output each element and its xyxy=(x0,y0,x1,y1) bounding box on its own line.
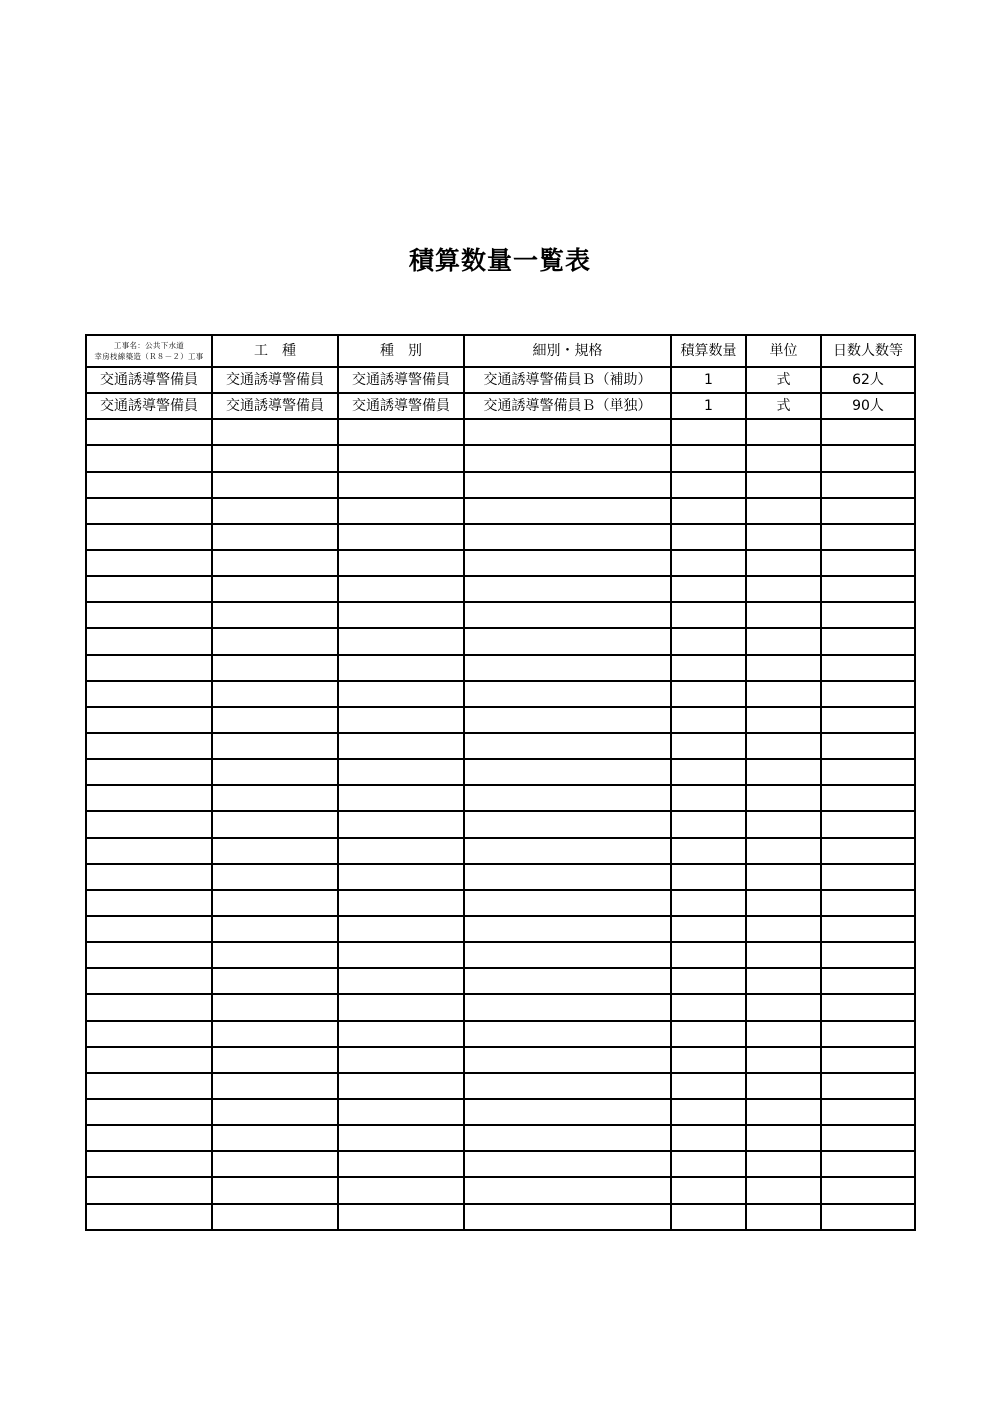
table-row xyxy=(86,367,915,393)
spec-cell xyxy=(464,994,671,1020)
table-row xyxy=(86,942,915,968)
work-type-cell xyxy=(86,524,212,550)
work-type-cell xyxy=(86,472,212,498)
work-type-cell xyxy=(86,1021,212,1047)
spec-cell xyxy=(464,1021,671,1047)
unit-cell xyxy=(746,864,821,890)
spec-cell xyxy=(464,524,671,550)
subcategory-cell xyxy=(338,655,464,681)
unit-cell xyxy=(746,1047,821,1073)
category-cell xyxy=(212,707,338,733)
category-cell: 交通誘導警備員 xyxy=(212,393,338,419)
subcategory-cell xyxy=(338,524,464,550)
unit-cell xyxy=(746,1151,821,1177)
spec-cell xyxy=(464,785,671,811)
quantity-cell xyxy=(671,1047,746,1073)
category-cell xyxy=(212,576,338,602)
table-row xyxy=(86,445,915,471)
days-persons-cell xyxy=(821,655,915,681)
unit-cell: 式 xyxy=(746,393,821,419)
spec-cell xyxy=(464,681,671,707)
days-persons-cell xyxy=(821,994,915,1020)
unit-cell xyxy=(746,838,821,864)
category-cell xyxy=(212,968,338,994)
subcategory-cell xyxy=(338,811,464,837)
subcategory-cell xyxy=(338,1047,464,1073)
unit-cell xyxy=(746,942,821,968)
subcategory-cell xyxy=(338,838,464,864)
quantity-cell xyxy=(671,968,746,994)
spec-cell xyxy=(464,419,671,445)
table-row xyxy=(86,733,915,759)
quantity-cell xyxy=(671,628,746,654)
spec-cell xyxy=(464,445,671,471)
table-row xyxy=(86,994,915,1020)
header-days-persons: 日数人数等 xyxy=(821,335,915,367)
quantity-cell xyxy=(671,890,746,916)
quantity-cell xyxy=(671,550,746,576)
quantity-cell xyxy=(671,785,746,811)
quantity-cell xyxy=(671,681,746,707)
days-persons-cell xyxy=(821,628,915,654)
days-persons-cell: 62人 xyxy=(821,367,915,393)
quantity-cell: 1 xyxy=(671,393,746,419)
quantity-cell: 1 xyxy=(671,367,746,393)
subcategory-cell xyxy=(338,472,464,498)
table-row xyxy=(86,968,915,994)
spec-cell xyxy=(464,655,671,681)
unit-cell xyxy=(746,707,821,733)
unit-cell xyxy=(746,1125,821,1151)
days-persons-cell xyxy=(821,1073,915,1099)
quantity-cell xyxy=(671,864,746,890)
subcategory-cell xyxy=(338,1204,464,1230)
quantity-cell xyxy=(671,524,746,550)
quantity-cell xyxy=(671,1151,746,1177)
subcategory-cell xyxy=(338,550,464,576)
category-cell xyxy=(212,1099,338,1125)
table-row xyxy=(86,785,915,811)
work-type-cell xyxy=(86,419,212,445)
unit-cell xyxy=(746,1021,821,1047)
category-cell xyxy=(212,681,338,707)
category-cell xyxy=(212,733,338,759)
quantity-cell xyxy=(671,942,746,968)
work-type-cell xyxy=(86,1073,212,1099)
spec-cell: 交通誘導警備員Ｂ（単独） xyxy=(464,393,671,419)
unit-cell xyxy=(746,811,821,837)
days-persons-cell xyxy=(821,419,915,445)
subcategory-cell: 交通誘導警備員 xyxy=(338,393,464,419)
subcategory-cell xyxy=(338,785,464,811)
quantity-cell xyxy=(671,811,746,837)
work-type-cell xyxy=(86,733,212,759)
work-type-cell: 交通誘導警備員 xyxy=(86,367,212,393)
table-row xyxy=(86,655,915,681)
days-persons-cell xyxy=(821,524,915,550)
subcategory-cell xyxy=(338,1151,464,1177)
days-persons-cell xyxy=(821,733,915,759)
work-type-cell xyxy=(86,1125,212,1151)
table-row xyxy=(86,393,915,419)
spec-cell xyxy=(464,628,671,654)
table-row xyxy=(86,472,915,498)
table-row xyxy=(86,838,915,864)
table-body xyxy=(86,367,915,1230)
work-type-cell xyxy=(86,681,212,707)
spec-cell xyxy=(464,811,671,837)
table-row xyxy=(86,1021,915,1047)
table-row xyxy=(86,1177,915,1203)
category-cell xyxy=(212,498,338,524)
category-cell xyxy=(212,785,338,811)
subcategory-cell xyxy=(338,628,464,654)
subcategory-cell xyxy=(338,942,464,968)
unit-cell xyxy=(746,524,821,550)
work-type-cell xyxy=(86,994,212,1020)
table-header-row xyxy=(86,335,915,367)
category-cell xyxy=(212,602,338,628)
unit-cell xyxy=(746,472,821,498)
spec-cell xyxy=(464,1073,671,1099)
unit-cell xyxy=(746,602,821,628)
unit-cell xyxy=(746,1073,821,1099)
work-type-cell xyxy=(86,864,212,890)
unit-cell xyxy=(746,655,821,681)
unit-cell xyxy=(746,968,821,994)
subcategory-cell xyxy=(338,1177,464,1203)
table-row xyxy=(86,498,915,524)
work-type-cell xyxy=(86,576,212,602)
unit-cell xyxy=(746,785,821,811)
unit-cell xyxy=(746,759,821,785)
quantity-cell xyxy=(671,1073,746,1099)
header-category: 種 別 xyxy=(338,335,464,367)
spec-cell xyxy=(464,890,671,916)
category-cell xyxy=(212,994,338,1020)
table-row xyxy=(86,1204,915,1230)
category-cell xyxy=(212,524,338,550)
quantity-cell xyxy=(671,838,746,864)
category-cell xyxy=(212,811,338,837)
category-cell xyxy=(212,472,338,498)
quantity-cell xyxy=(671,1177,746,1203)
work-type-cell xyxy=(86,890,212,916)
spec-cell xyxy=(464,1125,671,1151)
days-persons-cell xyxy=(821,445,915,471)
quantity-cell xyxy=(671,733,746,759)
unit-cell xyxy=(746,1204,821,1230)
work-type-cell xyxy=(86,1047,212,1073)
days-persons-cell xyxy=(821,576,915,602)
days-persons-cell xyxy=(821,838,915,864)
category-cell xyxy=(212,1177,338,1203)
category-cell xyxy=(212,1073,338,1099)
table-row xyxy=(86,759,915,785)
days-persons-cell xyxy=(821,811,915,837)
subcategory-cell xyxy=(338,733,464,759)
quantity-cell xyxy=(671,1099,746,1125)
unit-cell xyxy=(746,576,821,602)
category-cell xyxy=(212,864,338,890)
subcategory-cell xyxy=(338,1073,464,1099)
page-title: 積算数量一覧表 xyxy=(408,246,591,275)
quantity-cell xyxy=(671,655,746,681)
unit-cell xyxy=(746,550,821,576)
spec-cell xyxy=(464,550,671,576)
days-persons-cell xyxy=(821,916,915,942)
days-persons-cell xyxy=(821,1151,915,1177)
unit-cell xyxy=(746,681,821,707)
unit-cell xyxy=(746,916,821,942)
days-persons-cell xyxy=(821,759,915,785)
header-work-type: 工 種 xyxy=(212,335,338,367)
table-row xyxy=(86,811,915,837)
unit-cell: 式 xyxy=(746,367,821,393)
category-cell xyxy=(212,942,338,968)
header-quantity: 積算数量 xyxy=(671,335,746,367)
unit-cell xyxy=(746,445,821,471)
spec-cell xyxy=(464,864,671,890)
work-type-cell xyxy=(86,655,212,681)
days-persons-cell xyxy=(821,785,915,811)
table-row xyxy=(86,576,915,602)
category-cell xyxy=(212,1125,338,1151)
spec-cell xyxy=(464,942,671,968)
table-row xyxy=(86,890,915,916)
project-name-cell xyxy=(86,335,212,367)
category-cell xyxy=(212,655,338,681)
days-persons-cell xyxy=(821,968,915,994)
quantity-cell xyxy=(671,576,746,602)
days-persons-cell xyxy=(821,1047,915,1073)
table-row xyxy=(86,628,915,654)
category-cell xyxy=(212,419,338,445)
table-row xyxy=(86,864,915,890)
category-cell xyxy=(212,1047,338,1073)
table-row xyxy=(86,550,915,576)
category-cell xyxy=(212,759,338,785)
project-name-line2: 幸房枝線築造（Ｒ８－２）工事 xyxy=(94,352,204,361)
spec-cell xyxy=(464,838,671,864)
quantity-cell xyxy=(671,472,746,498)
category-cell xyxy=(212,916,338,942)
spec-cell xyxy=(464,576,671,602)
category-cell: 交通誘導警備員 xyxy=(212,367,338,393)
subcategory-cell xyxy=(338,445,464,471)
quantity-cell xyxy=(671,759,746,785)
days-persons-cell xyxy=(821,707,915,733)
subcategory-cell xyxy=(338,498,464,524)
category-cell xyxy=(212,628,338,654)
spec-cell xyxy=(464,1047,671,1073)
subcategory-cell xyxy=(338,916,464,942)
work-type-cell xyxy=(86,550,212,576)
subcategory-cell xyxy=(338,576,464,602)
days-persons-cell: 90人 xyxy=(821,393,915,419)
table-row xyxy=(86,524,915,550)
work-type-cell xyxy=(86,498,212,524)
unit-cell xyxy=(746,628,821,654)
table-row xyxy=(86,707,915,733)
table-row xyxy=(86,419,915,445)
spec-cell xyxy=(464,472,671,498)
spec-cell xyxy=(464,759,671,785)
work-type-cell xyxy=(86,759,212,785)
spec-cell xyxy=(464,1099,671,1125)
work-type-cell xyxy=(86,785,212,811)
subcategory-cell xyxy=(338,864,464,890)
days-persons-cell xyxy=(821,1204,915,1230)
spec-cell xyxy=(464,1204,671,1230)
days-persons-cell xyxy=(821,942,915,968)
quantity-cell xyxy=(671,602,746,628)
quantity-cell xyxy=(671,1204,746,1230)
quantity-cell xyxy=(671,498,746,524)
quantity-cell xyxy=(671,1125,746,1151)
quantity-cell xyxy=(671,1021,746,1047)
days-persons-cell xyxy=(821,1021,915,1047)
table-row xyxy=(86,916,915,942)
work-type-cell xyxy=(86,628,212,654)
work-type-cell xyxy=(86,445,212,471)
work-type-cell xyxy=(86,1151,212,1177)
spec-cell xyxy=(464,916,671,942)
work-type-cell xyxy=(86,968,212,994)
days-persons-cell xyxy=(821,602,915,628)
spec-cell xyxy=(464,498,671,524)
subcategory-cell xyxy=(338,1125,464,1151)
unit-cell xyxy=(746,890,821,916)
table-row xyxy=(86,602,915,628)
days-persons-cell xyxy=(821,472,915,498)
subcategory-cell xyxy=(338,759,464,785)
days-persons-cell xyxy=(821,1177,915,1203)
unit-cell xyxy=(746,498,821,524)
work-type-cell xyxy=(86,838,212,864)
subcategory-cell xyxy=(338,1099,464,1125)
work-type-cell xyxy=(86,707,212,733)
table-row xyxy=(86,1099,915,1125)
days-persons-cell xyxy=(821,681,915,707)
quantity-cell xyxy=(671,445,746,471)
days-persons-cell xyxy=(821,890,915,916)
table-row xyxy=(86,1073,915,1099)
header-spec: 細別・規格 xyxy=(464,335,671,367)
spec-cell xyxy=(464,707,671,733)
quantity-cell xyxy=(671,419,746,445)
subcategory-cell xyxy=(338,1021,464,1047)
spec-cell xyxy=(464,733,671,759)
days-persons-cell xyxy=(821,498,915,524)
category-cell xyxy=(212,1204,338,1230)
days-persons-cell xyxy=(821,864,915,890)
spec-cell xyxy=(464,602,671,628)
work-type-cell xyxy=(86,1177,212,1203)
category-cell xyxy=(212,838,338,864)
quantity-cell xyxy=(671,994,746,1020)
subcategory-cell xyxy=(338,994,464,1020)
days-persons-cell xyxy=(821,1125,915,1151)
subcategory-cell xyxy=(338,707,464,733)
spec-cell xyxy=(464,968,671,994)
quantity-cell xyxy=(671,916,746,942)
category-cell xyxy=(212,1151,338,1177)
unit-cell xyxy=(746,733,821,759)
work-type-cell xyxy=(86,916,212,942)
subcategory-cell xyxy=(338,890,464,916)
work-type-cell: 交通誘導警備員 xyxy=(86,393,212,419)
table-row xyxy=(86,1125,915,1151)
category-cell xyxy=(212,445,338,471)
subcategory-cell: 交通誘導警備員 xyxy=(338,367,464,393)
quantity-cell xyxy=(671,707,746,733)
table-row xyxy=(86,681,915,707)
header-unit: 単位 xyxy=(746,335,821,367)
days-persons-cell xyxy=(821,550,915,576)
project-name-line1: 工事名：公共下水道 xyxy=(113,341,185,350)
table-row xyxy=(86,1151,915,1177)
subcategory-cell xyxy=(338,681,464,707)
spec-cell xyxy=(464,1151,671,1177)
unit-cell xyxy=(746,1177,821,1203)
quantity-table xyxy=(85,334,916,1231)
subcategory-cell xyxy=(338,602,464,628)
work-type-cell xyxy=(86,811,212,837)
category-cell xyxy=(212,1021,338,1047)
work-type-cell xyxy=(86,942,212,968)
category-cell xyxy=(212,550,338,576)
work-type-cell xyxy=(86,1204,212,1230)
work-type-cell xyxy=(86,602,212,628)
unit-cell xyxy=(746,994,821,1020)
subcategory-cell xyxy=(338,968,464,994)
work-type-cell xyxy=(86,1099,212,1125)
spec-cell xyxy=(464,1177,671,1203)
spec-cell: 交通誘導警備員Ｂ（補助） xyxy=(464,367,671,393)
unit-cell xyxy=(746,1099,821,1125)
subcategory-cell xyxy=(338,419,464,445)
category-cell xyxy=(212,890,338,916)
days-persons-cell xyxy=(821,1099,915,1125)
unit-cell xyxy=(746,419,821,445)
table-row xyxy=(86,1047,915,1073)
